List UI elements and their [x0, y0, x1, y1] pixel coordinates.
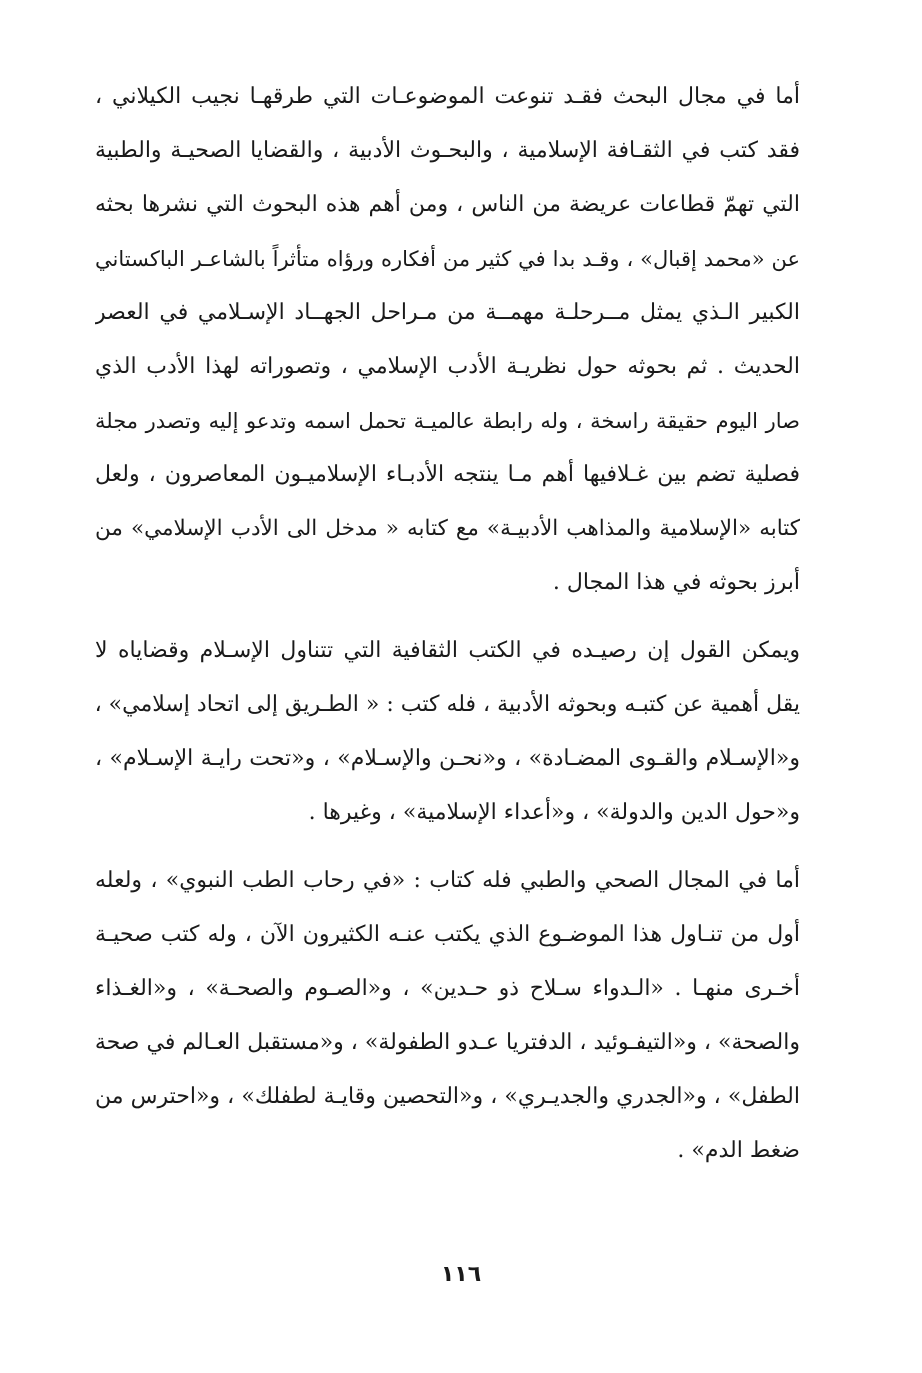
paragraph-spacer: [95, 610, 800, 624]
text-line: يقل أهمية عن كتبـه وبحوثه الأدبية ، فله كتب : « الطـريق إلى اتحاد إسلامي» ،: [95, 692, 800, 717]
paragraph-medical-books: [95, 854, 800, 1178]
paragraph-research: [95, 70, 800, 610]
text-line: أول من تنـاول هذا الموضـوع الذي يكتب عنـه الكثيرون الآن ، وله كتب صحيـة: [95, 922, 800, 947]
text-line: فصلية تضم بين غـلافيها أهم مـا ينتجه الأدبـاء الإسلاميـون المعاصرون ، ولعل: [95, 462, 800, 487]
text-line: صار اليوم حقيقة راسخة ، وله رابطة عالميـة تحمل اسمه وتدعو إليه وتصدر مجلة: [95, 409, 800, 433]
text-line: الحديث . ثم بحوثه حول نظريـة الأدب الإسلامي ، وتصوراته لهذا الأدب الذي: [95, 354, 800, 379]
text-line: فقد كتب في الثقـافة الإسلامية ، والبحـوث الأدبية ، والقضايا الصحيـة والطبية: [95, 138, 800, 163]
paragraph-islamic-books: [95, 624, 800, 840]
text-line: و«الإسـلام والقـوى المضـادة» ، و«نحـن والإسـلام» ، و«تحت رايـة الإسـلام» ،: [95, 746, 800, 771]
text-line: أما في المجال الصحي والطبي فله كتاب : «في رحاب الطب النبوي» ، ولعله: [95, 868, 800, 893]
paragraph-spacer: [95, 840, 800, 854]
body-text: [95, 70, 800, 1178]
text-line: الكبير الـذي يمثل مــرحلـة مهمــة من مـراحل الجهــاد الإسـلامي في العصر: [95, 300, 800, 325]
text-line: ويمكن القول إن رصيـده في الكتب الثقافية التي تتناول الإسـلام وقضاياه لا: [95, 638, 800, 663]
text-line: التي تهمّ قطاعات عريضة من الناس ، ومن أهم هذه البحوث التي نشرها بحثه: [95, 192, 800, 217]
text-line: و«حول الدين والدولة» ، و«أعداء الإسلامية» ، وغيرها .: [308, 800, 800, 825]
text-line: ضغط الدم» .: [677, 1138, 800, 1163]
page-number: ١١٦: [440, 1262, 482, 1287]
text-line: أبرز بحوثه في هذا المجال .: [552, 570, 800, 595]
text-line: والصحة» ، و«التيفـوئيد ، الدفتريا عـدو الطفولة» ، و«مستقبل العـالم في صحة: [95, 1030, 800, 1055]
text-line: كتابه «الإسلامية والمذاهب الأدبيـة» مع كتابه « مدخل الى الأدب الإسلامي» من: [95, 516, 800, 541]
text-line: عن «محمد إقبال» ، وقـد بدا في كثير من أفكاره ورؤاه متأثراً بالشاعـر الباكستاني: [95, 247, 800, 271]
text-line: أخـرى منهـا . «الـدواء سـلاح ذو حـدين» ، و«الصـوم والصحـة» ، و«الغـذاء: [95, 976, 800, 1001]
text-line: أما في مجال البحث فقـد تنوعت الموضوعـات التي طرقهـا نجيب الكيلاني ،: [95, 84, 800, 109]
text-line: الطفل» ، و«الجدري والجديـري» ، و«التحصين وقايـة لطفلك» ، و«احترس من: [95, 1084, 800, 1109]
